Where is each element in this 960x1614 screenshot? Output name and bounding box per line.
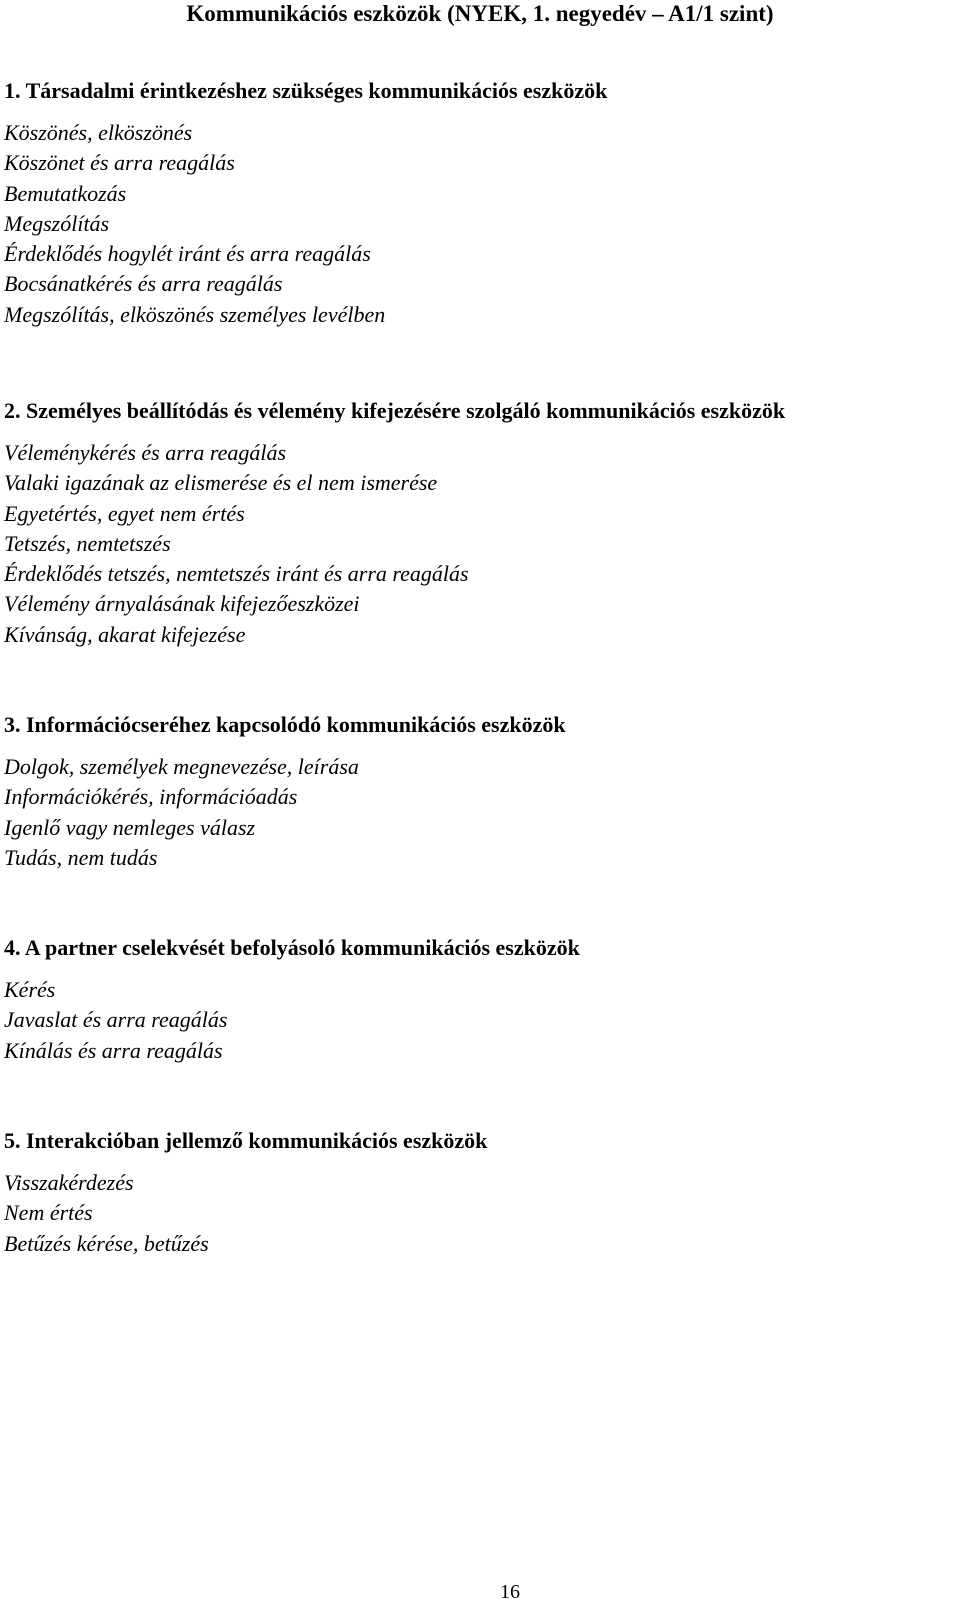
list-item: Megszólítás, elköszönés személyes levélben: [4, 301, 386, 327]
list-item: Visszakérdezés: [4, 1170, 134, 1195]
list-item: Kínálás és arra reagálás: [4, 1037, 223, 1063]
list-item: Tetszés, nemtetszés: [4, 530, 171, 556]
list-item: Köszönés, elköszönés: [4, 120, 193, 145]
section-heading: 5. Interakcióban jellemző kommunikációs eszközök: [4, 1128, 488, 1153]
list-item: Vélemény árnyalásának kifejezőeszközei: [4, 591, 360, 617]
list-item: Köszönet és arra reagálás: [4, 150, 235, 176]
list-item: Bemutatkozás: [4, 180, 127, 206]
list-item: Kérés: [4, 977, 56, 1002]
item-list: [4, 752, 954, 873]
list-item: Véleménykérés és arra reagálás: [4, 440, 287, 465]
item-list: [4, 1168, 954, 1259]
item-list: [4, 975, 954, 1066]
section-personal-opinion: [4, 398, 954, 650]
list-item: Javaslat és arra reagálás: [4, 1007, 228, 1033]
page-title: Kommunikációs eszközök (NYEK, 1. negyedév – A1/1 szint): [186, 1, 774, 26]
list-item: Nem értés: [4, 1200, 93, 1226]
section-heading: 1. Társadalmi érintkezéshez szükséges kommunikációs eszközök: [4, 78, 608, 103]
page-number: 16: [500, 1581, 520, 1603]
list-item: Igenlő vagy nemleges válasz: [4, 814, 256, 840]
item-list: [4, 118, 954, 330]
list-item: Egyetértés, egyet nem értés: [4, 500, 245, 526]
list-item: Dolgok, személyek megnevezése, leírása: [4, 754, 359, 779]
section-heading: 2. Személyes beállítódás és vélemény kifejezésére szolgáló kommunikációs eszközök: [4, 398, 786, 423]
section-heading: 4. A partner cselekvését befolyásoló kommunikációs eszközök: [4, 935, 580, 960]
list-item: Információkérés, információadás: [4, 784, 298, 810]
list-item: Bocsánatkérés és arra reagálás: [4, 271, 283, 297]
list-item: Valaki igazának az elismerése és el nem ismerése: [4, 470, 438, 496]
list-item: Kívánság, akarat kifejezése: [4, 621, 246, 647]
list-item: Tudás, nem tudás: [4, 844, 158, 870]
section-interaction: [4, 1128, 954, 1259]
section-heading: 3. Információcseréhez kapcsolódó kommunikációs eszközök: [4, 712, 566, 737]
list-item: Megszólítás: [4, 210, 110, 236]
list-item: Érdeklődés hogylét iránt és arra reagálás: [4, 241, 371, 267]
list-item: Betűzés kérése, betűzés: [4, 1230, 209, 1256]
section-influencing-partner: [4, 935, 954, 1066]
section-social-contact: [4, 78, 954, 330]
list-item: Érdeklődés tetszés, nemtetszés iránt és arra reagálás: [4, 561, 469, 587]
item-list: [4, 438, 954, 650]
section-information-exchange: [4, 712, 954, 873]
